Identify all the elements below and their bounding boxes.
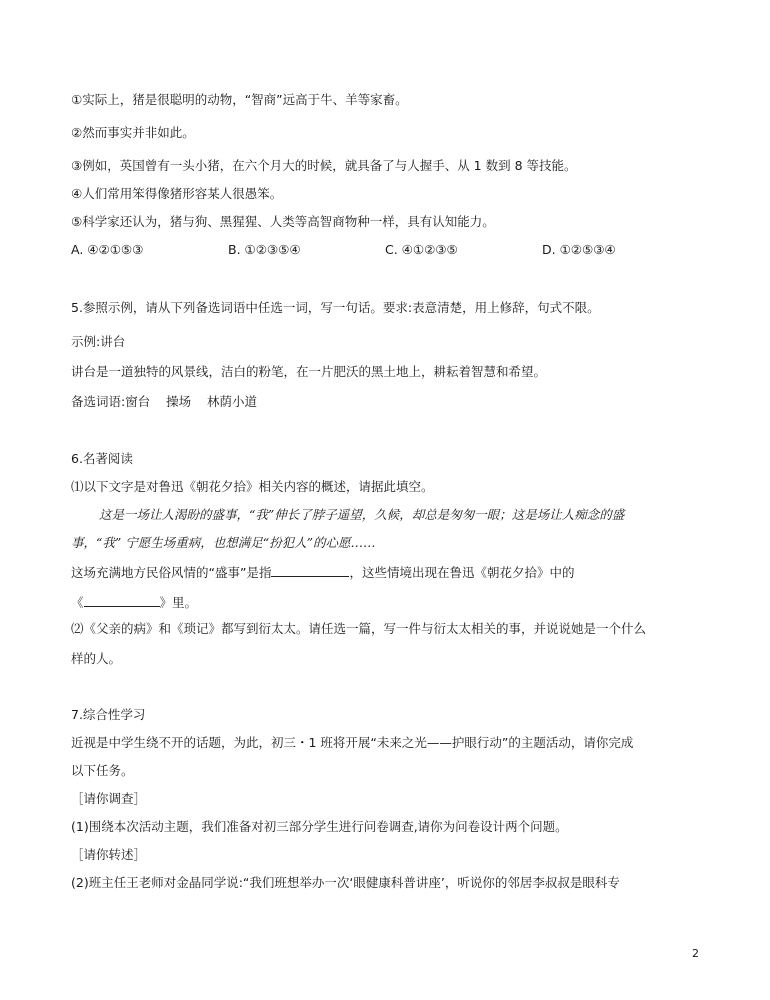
q4-sentence-5: ⑤科学家还认为，猪与狗、黑猩猩、人类等高智商物种一样，具有认知能力。 [71,214,495,229]
q5-example-text: 讲台是一道独特的风景线，洁白的粉笔，在一片肥沃的黑土地上，耕耘着智慧和希望。 [71,364,547,379]
q6-part1: ⑴以下文字是对鲁迅《朝花夕拾》相关内容的概述，请据此填空。 [71,479,434,494]
q4-option-d: D. ①②⑤③④ [542,242,616,257]
q5-example-label: 示例:讲台 [71,334,126,349]
q6-fill-line-1 [71,563,702,581]
q4-sentence-3: ③例如，英国曾有一头小猪，在六个月大的时候，就具备了与人握手、从 1 数到 8 等技能。 [71,158,577,173]
q4-option-a: A. ④②①⑤③ [71,242,144,257]
q6-answer-blank-2[interactable] [84,593,160,607]
q7-intro-line-2: 以下任务。 [71,763,134,778]
page-number: 2 [692,947,699,960]
q7-intro-line-1: 近视是中学生绕不开的话题，为此，初三・1 班将开展“未来之光——护眼行动”的主题活动，请你完成 [71,735,634,750]
q6-quote-line-1: 这是一场让人渴盼的盛事，“我”伸长了脖子遥望，久候，却总是匆匆一眼；这是场让人痴念的盛 [99,507,625,522]
q6-quote-line-2: 事，“我” 宁愿生场重病，也想满足“扮犯人”的心愿…… [71,535,376,550]
q4-sentence-4: ④人们常用笨得像猪形容某人很愚笨。 [71,186,283,201]
q4-sentence-1: ①实际上，猪是很聪明的动物，“智商”远高于牛、羊等家畜。 [71,92,408,107]
q7-section-relay: ［请你转述］ [71,847,147,862]
q6-title: 6.名著阅读 [71,451,133,466]
q7-section-survey: ［请你调查］ [71,791,147,806]
q6-fill-line-2 [71,593,702,611]
q7-item-2: (2)班主任王老师对金晶同学说:“我们班想举办一次‘眼健康科普讲座’，听说你的邻居李叔叔是眼科专 [71,875,620,890]
q4-sentence-2: ②然而事实并非如此。 [71,125,195,140]
q7-title: 7.综合性学习 [71,707,146,722]
q6-answer-blank-1[interactable] [271,563,349,577]
q5-prompt: 5.参照示例，请从下列备选词语中任选一词，写一句话。要求:表意清楚，用上修辞，句式不限。 [71,300,600,315]
q6-part2-line-2: 样的人。 [71,651,122,666]
q6-part2-line-1: ⑵《父亲的病》和《琐记》都写到衍太太。请任选一篇，写一件与衍太太相关的事，并说说她是一个什么 [71,621,647,636]
q6-fill-text-2b: 》里。 [159,595,198,610]
q4-option-c: C. ④①②③⑤ [385,242,458,257]
q6-fill-text-1b: ，这些情境出现在鲁迅《朝花夕拾》中的 [349,565,575,580]
q4-option-b: B. ①②③⑤④ [228,242,301,257]
q7-item-1: (1)围绕本次活动主题，我们准备对初三部分学生进行问卷调查,请你为问卷设计两个问题。 [71,819,568,834]
q6-fill-text-1a: 这场充满地方民俗风情的“盛事”是指 [71,565,272,580]
q5-choices: 备选词语:窗台 操场 林荫小道 [71,394,257,409]
q6-fill-text-2a: 《 [71,595,84,610]
